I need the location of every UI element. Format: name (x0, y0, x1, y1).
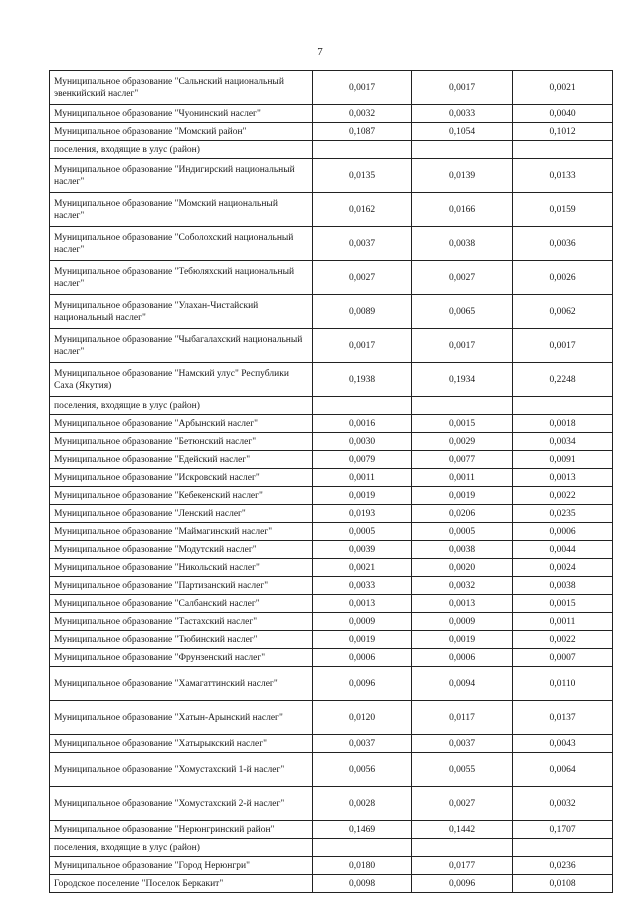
value-cell-col2: 0,0094 (412, 667, 513, 701)
value-cell-col1: 0,0021 (313, 559, 412, 577)
value-cell-col3: 0,0018 (513, 415, 613, 433)
table-row (50, 227, 613, 261)
value-cell-col1: 0,0079 (313, 451, 412, 469)
value-cell-col3: 0,0015 (513, 595, 613, 613)
value-cell-col3: 0,2248 (513, 363, 613, 397)
table-row (50, 433, 613, 451)
value-cell-col3: 0,0022 (513, 487, 613, 505)
value-cell-col3: 0,0036 (513, 227, 613, 261)
table-row (50, 71, 613, 105)
value-cell-col3 (513, 839, 613, 857)
value-cell-col3: 0,0044 (513, 541, 613, 559)
section-label: поселения, входящие в улус (район) (50, 397, 313, 415)
table-row (50, 469, 613, 487)
entity-name-cell: Муниципальное образование "Тастахский наслег" (50, 613, 313, 631)
value-cell-col1: 0,1087 (313, 123, 412, 141)
table-row (50, 105, 613, 123)
value-cell-col1: 0,0016 (313, 415, 412, 433)
value-cell-col1: 0,0028 (313, 787, 412, 821)
value-cell-col2 (412, 839, 513, 857)
entity-name-cell: Муниципальное образование "Хомустахский 1-й наслег" (50, 753, 313, 787)
value-cell-col2: 0,0033 (412, 105, 513, 123)
value-cell-col1: 0,0030 (313, 433, 412, 451)
value-cell-col2: 0,0065 (412, 295, 513, 329)
table-row (50, 261, 613, 295)
value-cell-col1: 0,0033 (313, 577, 412, 595)
table-row (50, 559, 613, 577)
table-row (50, 193, 613, 227)
value-cell-col2: 0,0037 (412, 735, 513, 753)
entity-name-cell: Муниципальное образование "Хатын-Арынский наслег" (50, 701, 313, 735)
value-cell-col3: 0,0022 (513, 631, 613, 649)
value-cell-col2 (412, 141, 513, 159)
value-cell-col1: 0,0096 (313, 667, 412, 701)
table-row (50, 631, 613, 649)
value-cell-col1: 0,0017 (313, 71, 412, 105)
value-cell-col3: 0,0137 (513, 701, 613, 735)
entity-name-cell: Муниципальное образование "Маймагинский наслег" (50, 523, 313, 541)
section-label: поселения, входящие в улус (район) (50, 141, 313, 159)
value-cell-col3 (513, 141, 613, 159)
value-cell-col3: 0,0040 (513, 105, 613, 123)
value-cell-col1: 0,0135 (313, 159, 412, 193)
entity-name-cell: Муниципальное образование "Ленский наслег" (50, 505, 313, 523)
value-cell-col1: 0,0006 (313, 649, 412, 667)
table-body (50, 71, 613, 893)
value-cell-col2: 0,0038 (412, 541, 513, 559)
value-cell-col3: 0,0108 (513, 875, 613, 893)
value-cell-col2: 0,0019 (412, 631, 513, 649)
value-cell-col3: 0,0011 (513, 613, 613, 631)
page-number: 7 (317, 46, 323, 58)
entity-name-cell: Городское поселение "Поселок Беркакит" (50, 875, 313, 893)
entity-name-cell: Муниципальное образование "Арбынский наслег" (50, 415, 313, 433)
table-row (50, 329, 613, 363)
table-row (50, 875, 613, 893)
allocation-table (49, 70, 613, 893)
value-cell-col1: 0,0089 (313, 295, 412, 329)
value-cell-col1: 0,0098 (313, 875, 412, 893)
entity-name-cell: Муниципальное образование "Чыбагалахский национальный наслег" (50, 329, 313, 363)
value-cell-col2: 0,1054 (412, 123, 513, 141)
value-cell-col1: 0,0180 (313, 857, 412, 875)
value-cell-col1 (313, 397, 412, 415)
table-row (50, 787, 613, 821)
entity-name-cell: Муниципальное образование "Бетюнский наслег" (50, 433, 313, 451)
table-row (50, 505, 613, 523)
table-row (50, 363, 613, 397)
value-cell-col2: 0,0027 (412, 261, 513, 295)
entity-name-cell: Муниципальное образование "Момский район" (50, 123, 313, 141)
entity-name-cell: Муниципальное образование "Тебюляхский национальный наслег" (50, 261, 313, 295)
value-cell-col3: 0,0021 (513, 71, 613, 105)
value-cell-col2: 0,0139 (412, 159, 513, 193)
value-cell-col1: 0,0017 (313, 329, 412, 363)
value-cell-col3: 0,0235 (513, 505, 613, 523)
entity-name-cell: Муниципальное образование "Соболохский национальный наслег" (50, 227, 313, 261)
entity-name-cell: Муниципальное образование "Модутский наслег" (50, 541, 313, 559)
table-row (50, 649, 613, 667)
value-cell-col3: 0,0006 (513, 523, 613, 541)
table-row (50, 523, 613, 541)
value-cell-col2: 0,0027 (412, 787, 513, 821)
entity-name-cell: Муниципальное образование "Хатырыкский наслег" (50, 735, 313, 753)
value-cell-col3: 0,0007 (513, 649, 613, 667)
value-cell-col2: 0,0038 (412, 227, 513, 261)
value-cell-col2: 0,0020 (412, 559, 513, 577)
value-cell-col1: 0,0019 (313, 631, 412, 649)
value-cell-col1: 0,1469 (313, 821, 412, 839)
entity-name-cell: Муниципальное образование "Улахан-Чистайский национальный наслег" (50, 295, 313, 329)
value-cell-col2: 0,0011 (412, 469, 513, 487)
value-cell-col2: 0,0096 (412, 875, 513, 893)
value-cell-col2: 0,0019 (412, 487, 513, 505)
value-cell-col3: 0,0038 (513, 577, 613, 595)
entity-name-cell: Муниципальное образование "Искровский наслег" (50, 469, 313, 487)
value-cell-col1: 0,0013 (313, 595, 412, 613)
value-cell-col1: 0,1938 (313, 363, 412, 397)
table-row (50, 595, 613, 613)
value-cell-col2: 0,0206 (412, 505, 513, 523)
table-row (50, 735, 613, 753)
table-row (50, 295, 613, 329)
value-cell-col1: 0,0037 (313, 735, 412, 753)
value-cell-col2: 0,0013 (412, 595, 513, 613)
entity-name-cell: Муниципальное образование "Хомустахский 2-й наслег" (50, 787, 313, 821)
table-row (50, 667, 613, 701)
value-cell-col1: 0,0056 (313, 753, 412, 787)
value-cell-col3: 0,0133 (513, 159, 613, 193)
section-row (50, 397, 613, 415)
value-cell-col3: 0,0024 (513, 559, 613, 577)
section-row (50, 839, 613, 857)
entity-name-cell: Муниципальное образование "Хамагаттинский наслег" (50, 667, 313, 701)
value-cell-col3: 0,0064 (513, 753, 613, 787)
table-row (50, 613, 613, 631)
entity-name-cell: Муниципальное образование "Сальнский национальный эвенкийский наслег" (50, 71, 313, 105)
value-cell-col3: 0,0236 (513, 857, 613, 875)
entity-name-cell: Муниципальное образование "Салбанский наслег" (50, 595, 313, 613)
table-row (50, 415, 613, 433)
value-cell-col3: 0,1012 (513, 123, 613, 141)
value-cell-col3 (513, 397, 613, 415)
value-cell-col2: 0,1442 (412, 821, 513, 839)
value-cell-col1: 0,0005 (313, 523, 412, 541)
value-cell-col1 (313, 141, 412, 159)
entity-name-cell: Муниципальное образование "Фрунзенский наслег" (50, 649, 313, 667)
value-cell-col2: 0,0017 (412, 329, 513, 363)
value-cell-col3: 0,0032 (513, 787, 613, 821)
value-cell-col2: 0,0006 (412, 649, 513, 667)
section-label: поселения, входящие в улус (район) (50, 839, 313, 857)
value-cell-col1: 0,0032 (313, 105, 412, 123)
value-cell-col2: 0,0029 (412, 433, 513, 451)
value-cell-col2: 0,0015 (412, 415, 513, 433)
value-cell-col2: 0,0117 (412, 701, 513, 735)
entity-name-cell: Муниципальное образование "Город Нерюнгри" (50, 857, 313, 875)
value-cell-col1: 0,0011 (313, 469, 412, 487)
table-row (50, 577, 613, 595)
value-cell-col1: 0,0120 (313, 701, 412, 735)
value-cell-col2: 0,0017 (412, 71, 513, 105)
table-row (50, 159, 613, 193)
value-cell-col3: 0,0013 (513, 469, 613, 487)
entity-name-cell: Муниципальное образование "Едейский наслег" (50, 451, 313, 469)
value-cell-col3: 0,0017 (513, 329, 613, 363)
value-cell-col1: 0,0027 (313, 261, 412, 295)
entity-name-cell: Муниципальное образование "Нерюнгринский район" (50, 821, 313, 839)
value-cell-col2: 0,0055 (412, 753, 513, 787)
value-cell-col3: 0,1707 (513, 821, 613, 839)
table-row (50, 753, 613, 787)
value-cell-col1: 0,0037 (313, 227, 412, 261)
entity-name-cell: Муниципальное образование "Никольский наслег" (50, 559, 313, 577)
value-cell-col3: 0,0034 (513, 433, 613, 451)
value-cell-col3: 0,0091 (513, 451, 613, 469)
section-row (50, 141, 613, 159)
value-cell-col2 (412, 397, 513, 415)
entity-name-cell: Муниципальное образование "Чуонинский наслег" (50, 105, 313, 123)
table-row (50, 123, 613, 141)
table-row (50, 541, 613, 559)
value-cell-col1: 0,0162 (313, 193, 412, 227)
value-cell-col1: 0,0039 (313, 541, 412, 559)
value-cell-col1 (313, 839, 412, 857)
table-row (50, 451, 613, 469)
value-cell-col3: 0,0026 (513, 261, 613, 295)
entity-name-cell: Муниципальное образование "Тюбинский наслег" (50, 631, 313, 649)
entity-name-cell: Муниципальное образование "Момский национальный наслег" (50, 193, 313, 227)
table-row (50, 701, 613, 735)
value-cell-col3: 0,0159 (513, 193, 613, 227)
value-cell-col1: 0,0019 (313, 487, 412, 505)
value-cell-col2: 0,0166 (412, 193, 513, 227)
value-cell-col2: 0,0032 (412, 577, 513, 595)
entity-name-cell: Муниципальное образование "Кебекенский наслег" (50, 487, 313, 505)
entity-name-cell: Муниципальное образование "Намский улус" Республики Саха (Якутия) (50, 363, 313, 397)
value-cell-col1: 0,0193 (313, 505, 412, 523)
value-cell-col2: 0,0177 (412, 857, 513, 875)
value-cell-col1: 0,0009 (313, 613, 412, 631)
value-cell-col3: 0,0043 (513, 735, 613, 753)
table-row (50, 821, 613, 839)
value-cell-col3: 0,0062 (513, 295, 613, 329)
entity-name-cell: Муниципальное образование "Партизанский наслег" (50, 577, 313, 595)
value-cell-col2: 0,0005 (412, 523, 513, 541)
value-cell-col2: 0,0077 (412, 451, 513, 469)
table-row (50, 487, 613, 505)
table-row (50, 857, 613, 875)
value-cell-col2: 0,0009 (412, 613, 513, 631)
value-cell-col3: 0,0110 (513, 667, 613, 701)
value-cell-col2: 0,1934 (412, 363, 513, 397)
entity-name-cell: Муниципальное образование "Индигирский национальный наслег" (50, 159, 313, 193)
